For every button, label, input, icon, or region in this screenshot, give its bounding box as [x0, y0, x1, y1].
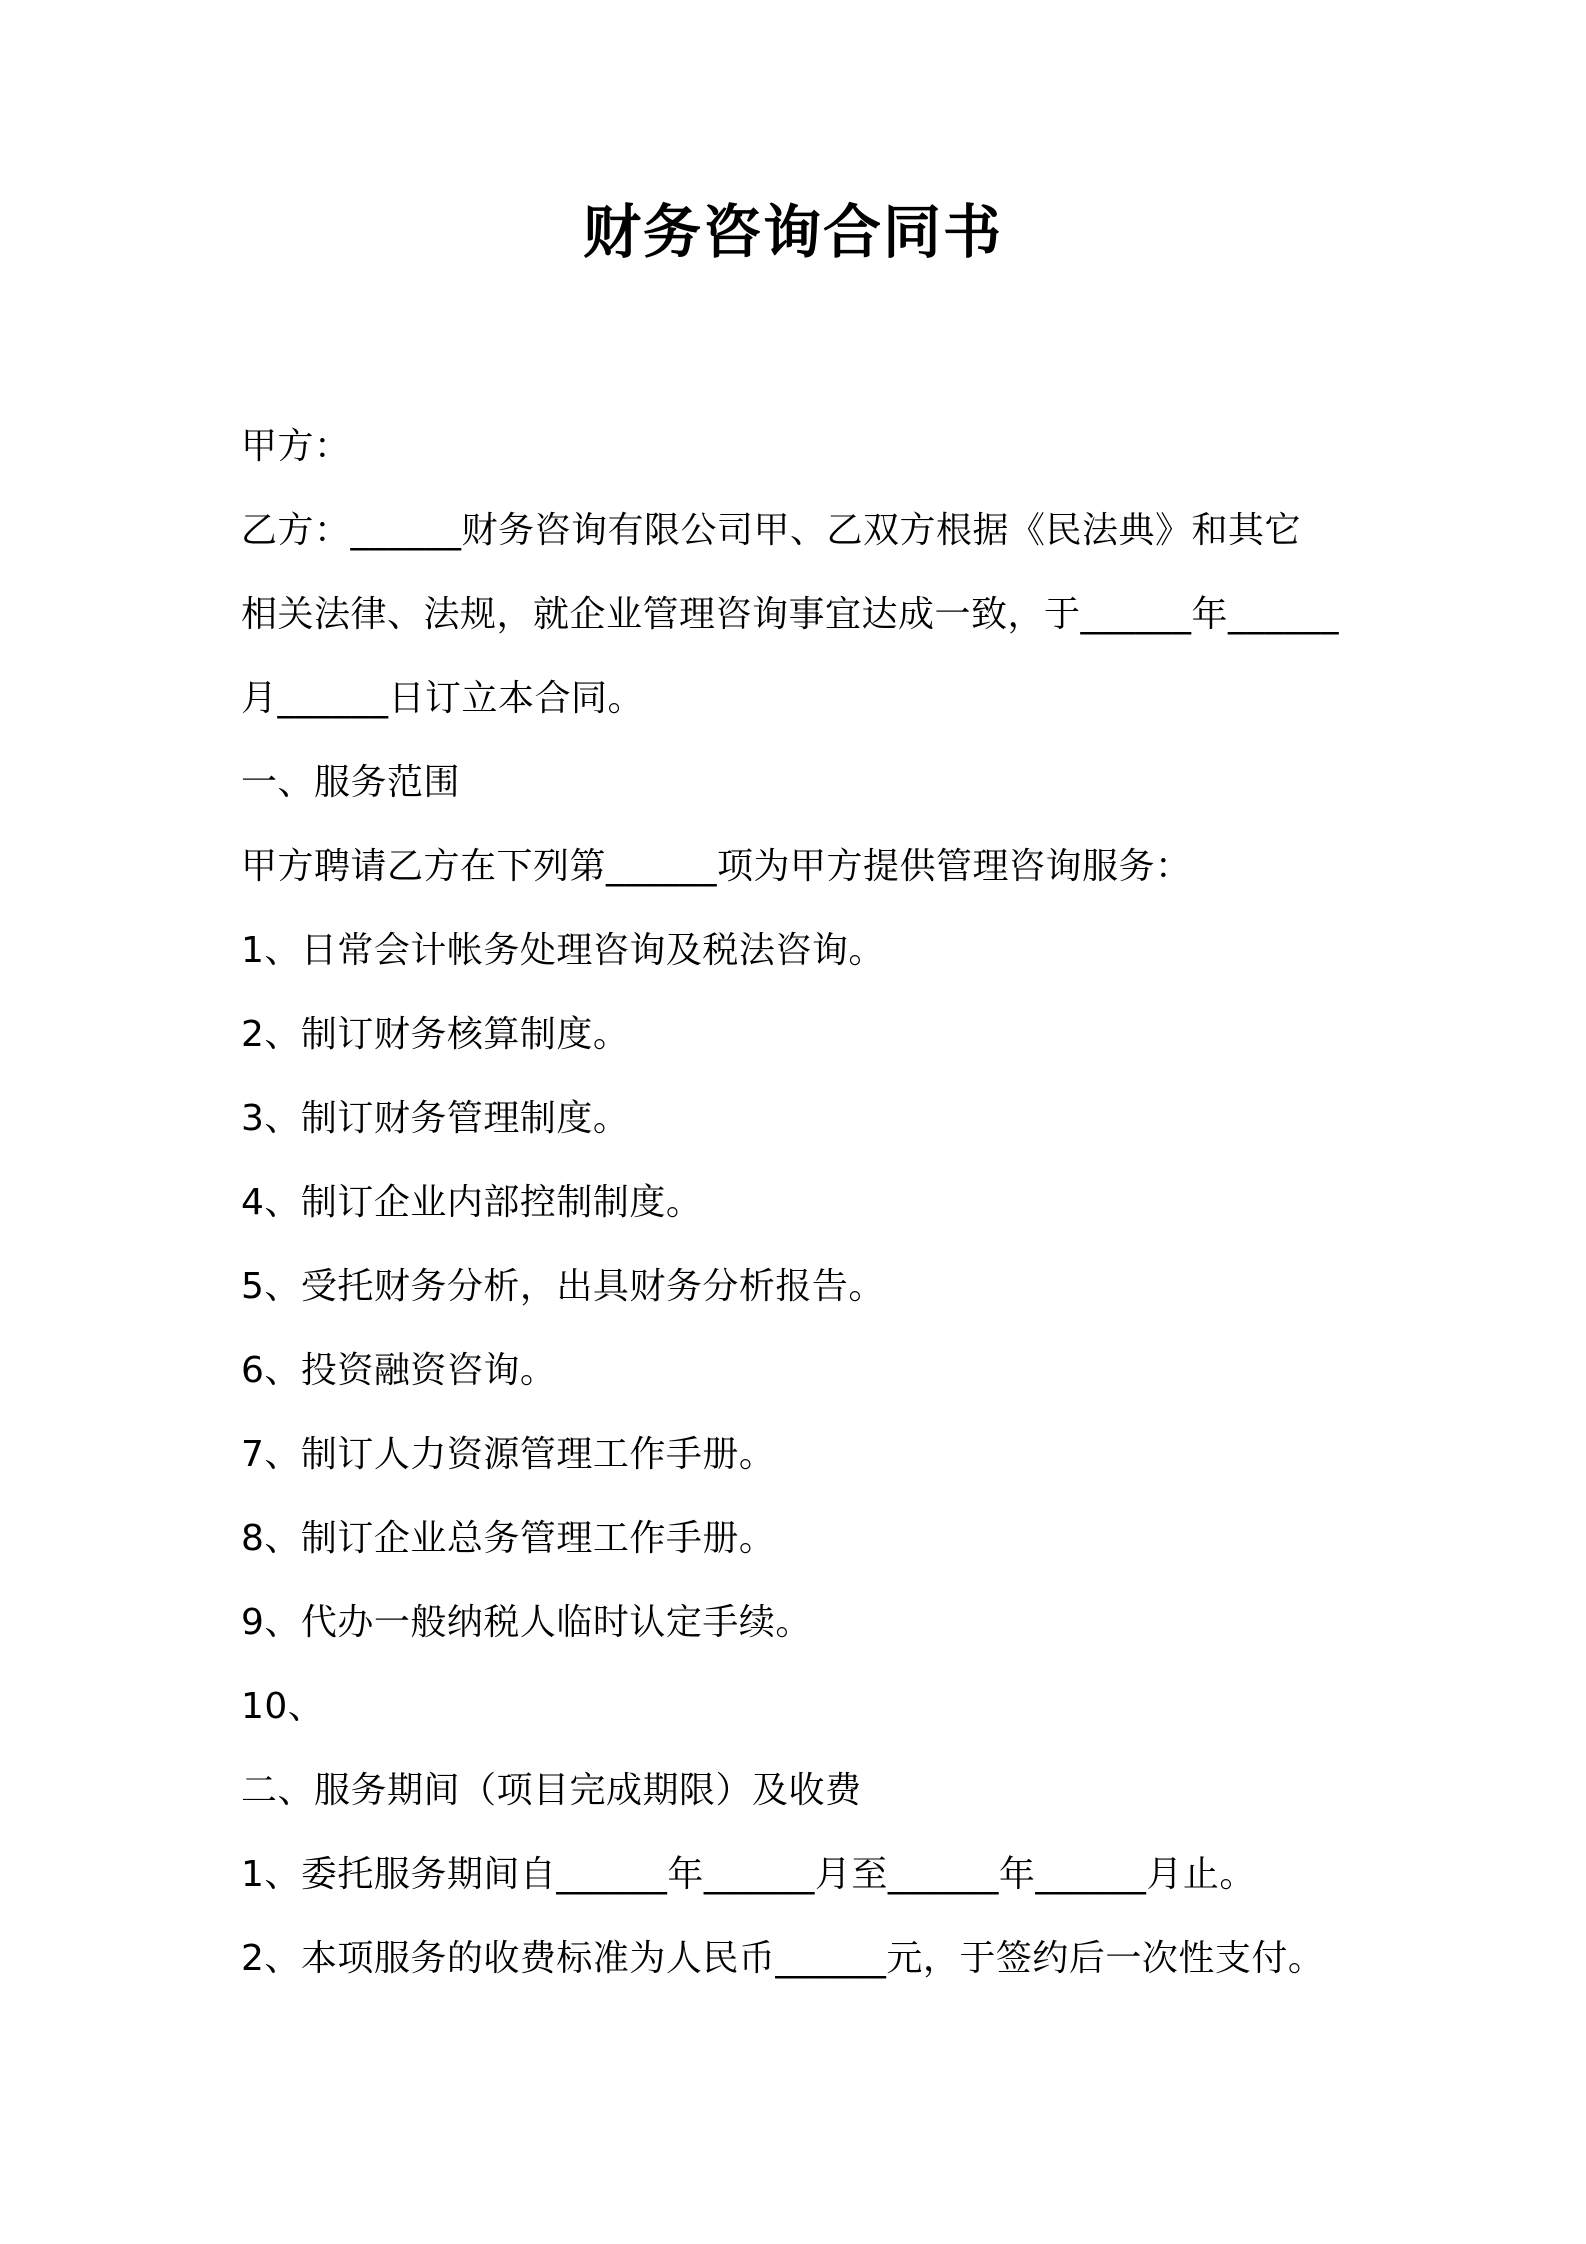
list-item: 2、本项服务的收费标准为人民币______元，于签约后一次性支付。	[241, 1938, 1325, 1979]
list-item: 1、日常会计帐务处理咨询及税法咨询。	[241, 930, 885, 971]
list-item: 2、制订财务核算制度。	[241, 1014, 630, 1055]
list-item: 7、制订人力资源管理工作手册。	[241, 1434, 776, 1475]
agreement-date-line: 月______日订立本合同。	[241, 678, 645, 719]
contract-body	[241, 405, 1371, 2001]
list-item: 10、	[241, 1686, 325, 1727]
document-title: 财务咨询合同书	[582, 198, 1003, 266]
section-heading-scope: 一、服务范围	[241, 762, 461, 803]
list-item: 4、制订企业内部控制制度。	[241, 1182, 703, 1223]
list-item: 6、投资融资咨询。	[241, 1350, 557, 1391]
list-item: 5、受托财务分析，出具财务分析报告。	[241, 1266, 885, 1307]
party-b-line: 乙方：______财务咨询有限公司甲、乙双方根据《民法典》和其它	[241, 510, 1302, 551]
agreement-line: 相关法律、法规，就企业管理咨询事宜达成一致，于______年______	[241, 594, 1340, 635]
party-a-line: 甲方：	[241, 426, 351, 467]
list-item: 3、制订财务管理制度。	[241, 1098, 630, 1139]
list-item: 9、代办一般纳税人临时认定手续。	[241, 1602, 812, 1643]
list-item: 8、制订企业总务管理工作手册。	[241, 1518, 776, 1559]
section-heading-period: 二、服务期间（项目完成期限）及收费	[241, 1770, 862, 1811]
list-item: 1、委托服务期间自______年______月至______年______月止。	[241, 1854, 1256, 1895]
scope-intro: 甲方聘请乙方在下列第______项为甲方提供管理咨询服务：	[241, 846, 1192, 887]
